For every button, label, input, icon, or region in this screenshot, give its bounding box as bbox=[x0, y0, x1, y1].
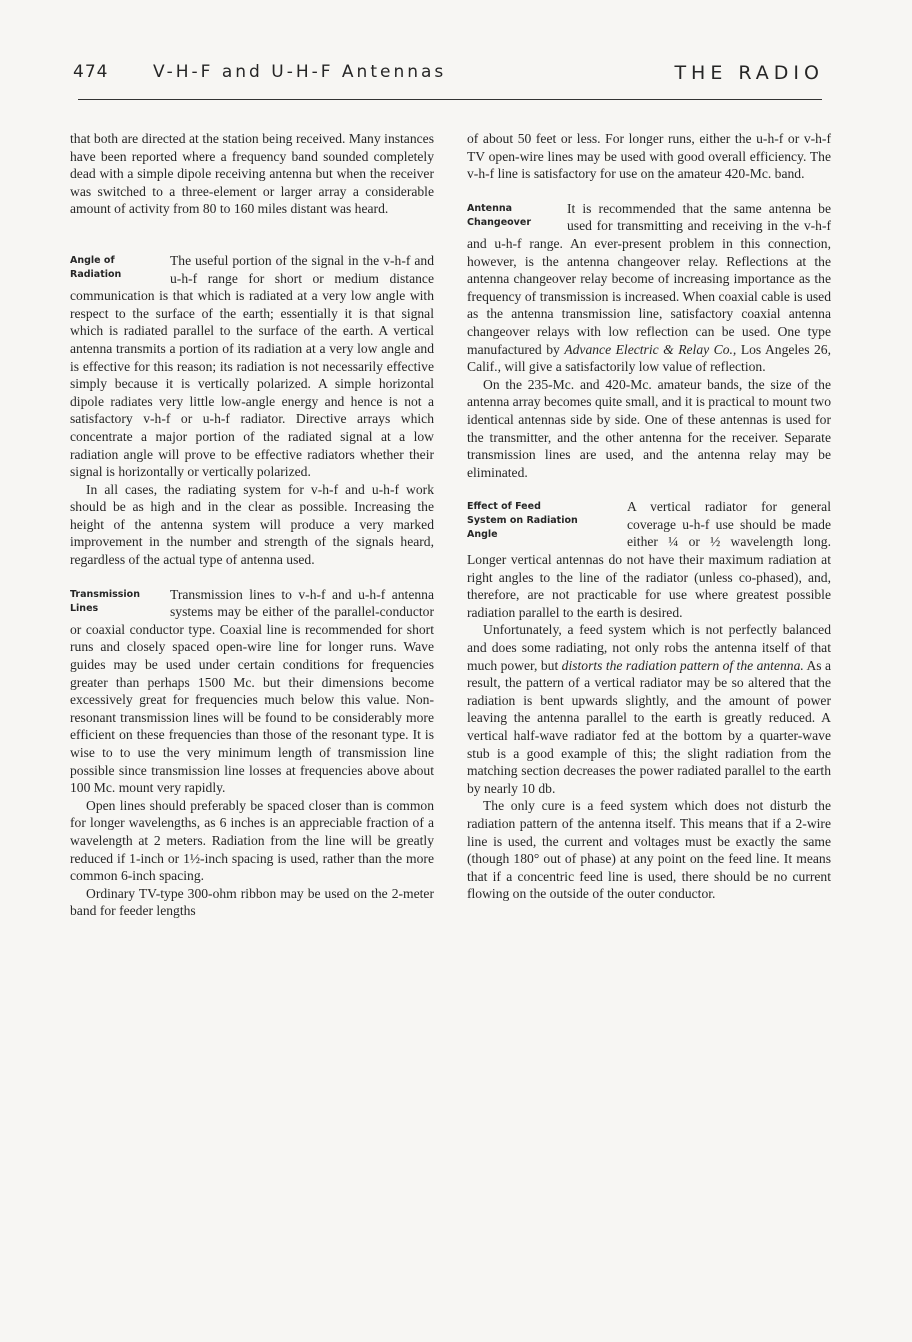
section-angle-of-radiation bbox=[70, 252, 434, 481]
paragraph: In all cases, the radiating system for v-h-f and u-h-f work should be as high and in the clear as possible. Increasing the height of the antenna system will produce a very marked improvement in the number and strength of the signals heard, regardless of the actual type of antenna used. bbox=[70, 481, 434, 568]
paragraph: A vertical radiator for general coverage u-h-f use should be made either ¼ or ½ wavelength long. Longer vertical antennas do not have their maximum radiation at right angles to the line of the radiator (unless co-phased), and, therefore, are not practicable for use where greatest possible radiation parallel to the earth is desired. bbox=[467, 499, 831, 620]
side-heading: Antenna Changeover bbox=[467, 202, 531, 228]
side-heading: Effect of Feed System on Radiation Angle bbox=[467, 501, 578, 541]
running-header bbox=[73, 62, 824, 92]
paragraph: It is recommended that the same antenna be used for transmitting and receiving in the v-h-f and u-h-f range. An ever-present problem in this connection, however, is the antenna changeover relay. Reflections at the antenna changeover relay become of increasing importance as the frequency of transmission is increased. When coaxial cable is used as the antenna transmission line, satisfactory coaxial antenna changeover relays with low reflection can be used. One type manufactured by Advance Electric & Relay Co., Los Angeles 26, Calif., will give a satisfactorily low value of reflection. bbox=[467, 200, 832, 375]
right-column bbox=[467, 130, 831, 903]
paragraph: The useful portion of the signal in the v-h-f and u-h-f range for short or medium distance communication is that which is radiated at a very low angle with respect to the surface of the earth; essentially it is that signal which is radiated parallel to the surface of the earth. A vertical antenna transmits a portion of its radiation at a very low angle and is effective for this reason; its radiation is not necessarily effective simply because it is vertically polarized. A simple horizontal dipole radiates very little low-angle energy and hence is not a satisfactory v-h-f or u-h-f radiator. Directive arrays which concentrate a major portion of the radiated signal at a low radiation angle will prove to be effective radiators whether their signal is horizontally or vertically polarized. bbox=[70, 252, 434, 480]
paragraph: Open lines should preferably be spaced closer than is common for longer wavelengths, as 6 inches is an appreciable fraction of a wavelength at 2 meters. Radiation from the line will be greatly reduced if 1-inch or 1½-inch spacing is used, rather than the more common 6-inch spacing. bbox=[70, 797, 434, 884]
left-column bbox=[70, 130, 434, 920]
chapter-title: V-H-F and U-H-F Antennas bbox=[153, 62, 447, 82]
header-rule bbox=[78, 99, 822, 100]
paragraph: of about 50 feet or less. For longer runs, either the u-h-f or v-h-f TV open-wire lines may be used with good overall efficiency. The v-h-f line is satisfactory for use on the amateur 420-Mc. band. bbox=[467, 131, 831, 182]
book-title: THE RADIO bbox=[674, 62, 824, 84]
paragraph: On the 235-Mc. and 420-Mc. amateur bands, the size of the antenna array becomes quite small, and it is practical to mount two identical antennas side by side. One of these antennas is used for the transmitter, and the other antenna for the receiver. Separate transmission lines are used, and the antenna relay may be eliminated. bbox=[467, 376, 831, 480]
page-number: 474 bbox=[73, 62, 109, 82]
section-effect-of-feed-system bbox=[467, 498, 831, 621]
paragraph: Unfortunately, a feed system which is not perfectly balanced and does some radiating, not only robs the antenna itself of that much power, but distorts the radiation pattern of the antenna. As a result, the pattern of a vertical radiator may be so altered that the radiation is bent upwards slightly, and the amount of power leaving the antenna parallel to the earth is greatly reduced. A vertical half-wave radiator fed at the bottom by a quarter-wave stub is a good example of this; the slight radiation from the matching section decreases the power radiated parallel to the earth by nearly 10 db. bbox=[467, 622, 832, 796]
paragraph: Transmission lines to v-h-f and u-h-f antenna systems may be either of the parallel-conductor or coaxial conductor type. Coaxial line is recommended for short runs and closely spaced open-wire line for longer runs. Wave guides may be used under certain conditions for frequencies greater than perhaps 1500 Mc. but their dimensions become excessively great for frequencies much below this value. Non-resonant transmission lines will be found to be considerably more efficient on these frequencies than those of the resonant type. It is wise to to use the very minimum length of transmission line possible since transmission line losses at frequencies above about 100 Mc. mount very rapidly. bbox=[70, 586, 434, 796]
paragraph: that both are directed at the station being received. Many instances have been reported where a frequency band sounded completely dead with a simple dipole receiving antenna but when the receiver was switched to a three-element or larger array a considerable amount of activity from 80 to 160 miles distant was heard. bbox=[70, 131, 434, 217]
side-heading: Angle of Radiation bbox=[70, 254, 122, 280]
paragraph: The only cure is a feed system which does not disturb the radiation pattern of the antenna itself. This means that if a 2-wire line is used, the current and voltages must be exactly the same (though 180° out of phase) at any point on the feed line. It means that if a concentric feed line is used, there should be no current flowing on the outside of the outer conductor. bbox=[467, 798, 831, 902]
paragraph: Ordinary TV-type 300-ohm ribbon may be used on the 2-meter band for feeder lengths bbox=[70, 885, 434, 919]
side-heading: Transmission Lines bbox=[70, 588, 140, 614]
section-transmission-lines bbox=[70, 586, 434, 797]
section-antenna-changeover bbox=[467, 200, 831, 376]
